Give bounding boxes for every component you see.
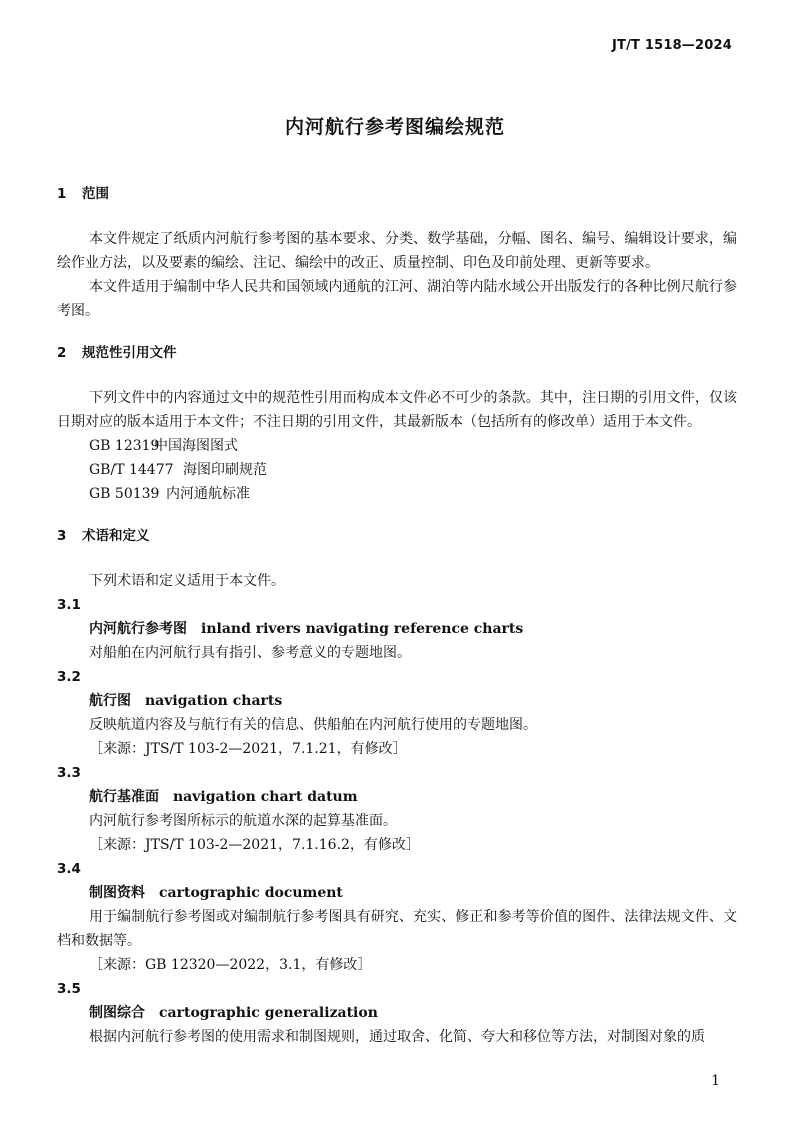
term-name-en: navigation charts	[145, 693, 283, 709]
term-definition: 用于编制航行参考图或对编制航行参考图具有研究、充实、修正和参考等价值的图件、法律法规文件、文档和数据等。	[57, 909, 737, 949]
term-definition: 对船舶在内河航行具有指引、参考意义的专题地图。	[89, 645, 411, 661]
reference-code: GB/T 14477	[89, 462, 174, 478]
reference-code: GB 12319	[89, 438, 160, 454]
paragraph: 下列文件中的内容通过文中的规范性引用而构成本文件必不可少的条款。其中，注日期的引用文件，仅该日期对应的版本适用于本文件；不注日期的引用文件，其最新版本（包括所有的修改单）适用于本文件。	[57, 390, 737, 430]
term-name	[57, 689, 737, 713]
term-definition: 根据内河航行参考图的使用需求和制图规则，通过取舍、化简、夸大和移位等方法，对制图对象的质	[89, 1029, 705, 1045]
term-name-en: cartographic document	[159, 885, 343, 901]
section-heading-terms-and-definitions	[57, 526, 737, 546]
term-name-en: cartographic generalization	[159, 1005, 378, 1021]
reference-title: 中国海图图式	[154, 438, 238, 454]
term-name	[57, 617, 737, 641]
reference-item	[57, 434, 737, 458]
term-number: 3.4	[57, 861, 81, 877]
section-title: 规范性引用文件	[82, 345, 177, 361]
reference-item	[57, 458, 737, 482]
section-title: 范围	[82, 186, 109, 202]
reference-item	[57, 482, 737, 506]
section-number: 1	[57, 186, 67, 202]
term-number: 3.2	[57, 669, 81, 685]
term-name-zh: 内河航行参考图	[89, 621, 187, 637]
document-title: 内河航行参考图编绘规范	[284, 116, 505, 138]
term-number: 3.3	[57, 765, 81, 781]
term-name-zh: 航行基准面	[89, 789, 159, 805]
term-number: 3.1	[57, 597, 81, 613]
term-number: 3.5	[57, 981, 81, 997]
reference-title: 内河通航标准	[166, 486, 250, 502]
section-heading-scope	[57, 184, 737, 204]
paragraph: 本文件规定了纸质内河航行参考图的基本要求、分类、数学基础，分幅、图名、编号、编辑设计要求，编绘作业方法，以及要素的编绘、注记、编绘中的改正、质量控制、印色及印前处理、更新等要求。	[57, 231, 737, 271]
term-source: ［来源：JTS/T 103-2—2021，7.1.16.2，有修改］	[89, 837, 420, 853]
page-number: 1	[711, 1073, 720, 1089]
term-definition: 反映航道内容及与航行有关的信息、供船舶在内河航行使用的专题地图。	[89, 717, 537, 733]
reference-code: GB 50139	[89, 486, 160, 502]
term-source: ［来源：GB 12320—2022，3.1，有修改］	[89, 957, 372, 973]
section-heading-normative-references	[57, 343, 737, 363]
section-number: 3	[57, 528, 67, 544]
term-name-zh: 航行图	[89, 693, 131, 709]
document-body	[57, 184, 737, 1049]
term-name	[57, 1001, 737, 1025]
term-name-zh: 制图综合	[89, 1005, 145, 1021]
term-definition: 内河航行参考图所标示的航道水深的起算基准面。	[89, 813, 397, 829]
section-title: 术语和定义	[82, 528, 150, 544]
paragraph: 下列术语和定义适用于本文件。	[89, 573, 285, 589]
term-name-en: navigation chart datum	[173, 789, 358, 805]
term-name-en: inland rivers navigating reference charts	[201, 621, 524, 637]
term-name	[57, 881, 737, 905]
paragraph: 本文件适用于编制中华人民共和国领域内通航的江河、湖泊等内陆水域公开出版发行的各种比例尺航行参考图。	[57, 279, 737, 319]
section-number: 2	[57, 345, 67, 361]
term-name	[57, 785, 737, 809]
term-source: ［来源：JTS/T 103-2—2021，7.1.21，有修改］	[89, 741, 407, 757]
term-name-zh: 制图资料	[89, 885, 145, 901]
reference-title: 海图印刷规范	[183, 462, 267, 478]
standard-code: JT/T 1518—2024	[611, 38, 732, 53]
